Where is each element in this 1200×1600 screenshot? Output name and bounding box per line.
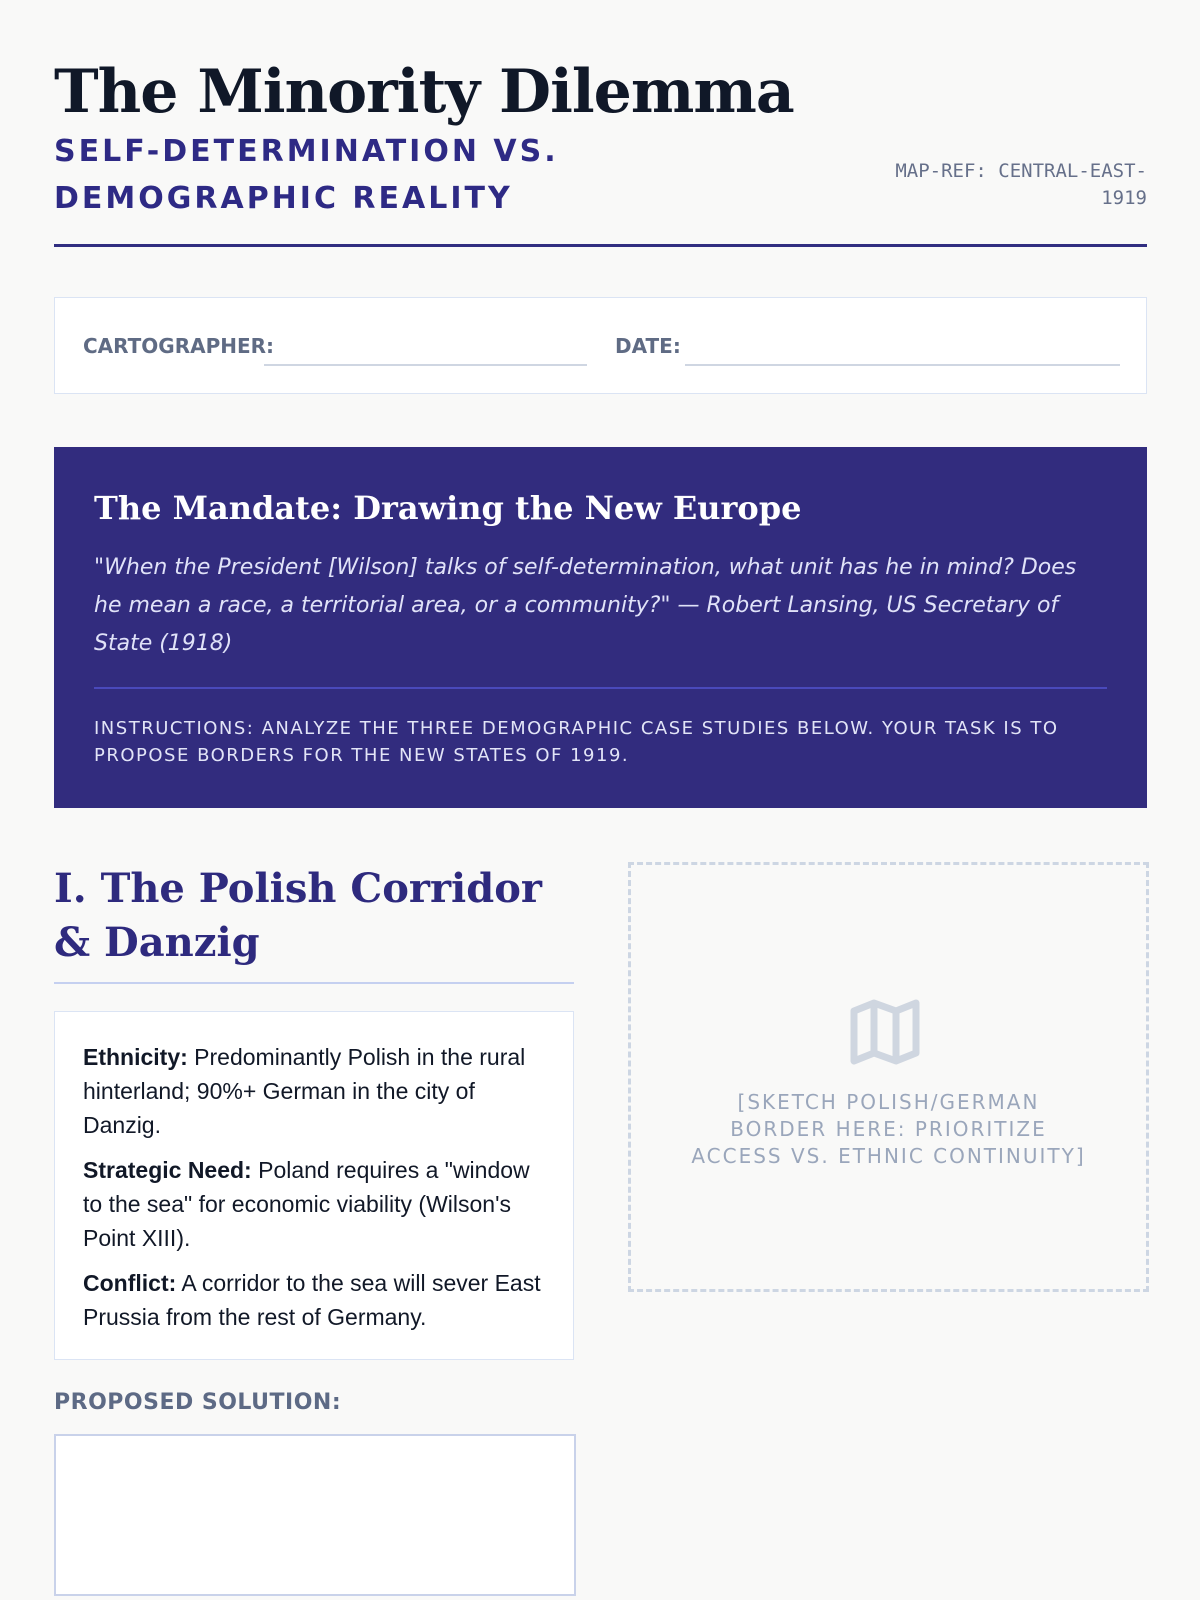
mandate-panel xyxy=(54,447,1147,808)
date-field[interactable] xyxy=(685,364,1120,366)
mandate-title: The Mandate: Drawing the New Europe xyxy=(94,489,802,527)
worksheet-page xyxy=(54,0,1147,1600)
fact-ethnicity xyxy=(83,1040,549,1142)
cartographer-info-box xyxy=(54,297,1147,394)
case-facts-box xyxy=(54,1011,574,1360)
proposed-solution-label: PROPOSED SOLUTION: xyxy=(54,1390,342,1415)
map-reference: MAP-REF: CENTRAL-EAST-1919 xyxy=(895,160,1147,209)
fact-label: Strategic Need: xyxy=(83,1157,252,1183)
fact-text: Poland requires a "window to the sea" for economic viability (Wilson's Point XIII). xyxy=(83,1157,530,1251)
proposed-solution-input[interactable] xyxy=(54,1434,576,1596)
fact-text: Predominantly Polish in the rural hinterland; 90%+ German in the city of Danzig. xyxy=(83,1044,526,1138)
case-study-divider xyxy=(54,982,574,984)
date-label: DATE: xyxy=(615,334,681,358)
cartographer-field[interactable] xyxy=(264,364,587,366)
cartographer-label: CARTOGRAPHER: xyxy=(83,334,275,358)
fact-strategic-need xyxy=(83,1153,549,1255)
fact-label: Conflict: xyxy=(83,1270,177,1296)
page-subtitle: SELF-DETERMINATION VS. DEMOGRAPHIC REALITY xyxy=(54,134,559,216)
sketch-area[interactable] xyxy=(628,862,1149,1292)
header xyxy=(54,52,1147,247)
fact-label: Ethnicity: xyxy=(83,1044,188,1070)
fact-conflict xyxy=(83,1266,549,1334)
map-icon xyxy=(850,997,920,1067)
fact-text: A corridor to the sea will sever East Prussia from the rest of Germany. xyxy=(83,1270,541,1330)
lansing-quote: "When the President [Wilson] talks of self-determination, what unit has he in mind? Does he mean a race, a territorial area, or a community?" — Robert Lansing, US Secretary of State (1918) xyxy=(94,555,1077,656)
instructions: INSTRUCTIONS: ANALYZE THE THREE DEMOGRAPHIC CASE STUDIES BELOW. YOUR TASK IS TO PROPOSE BORDERS FOR THE NEW STATES OF 1919. xyxy=(94,718,1059,766)
mandate-divider xyxy=(94,687,1107,689)
case-study-title: I. The Polish Corridor & Danzig xyxy=(54,865,542,966)
sketch-instruction: [SKETCH POLISH/GERMAN BORDER HERE: PRIORITIZE ACCESS VS. ETHNIC CONTINUITY] xyxy=(691,1090,1086,1168)
page-title: The Minority Dilemma xyxy=(54,57,794,127)
